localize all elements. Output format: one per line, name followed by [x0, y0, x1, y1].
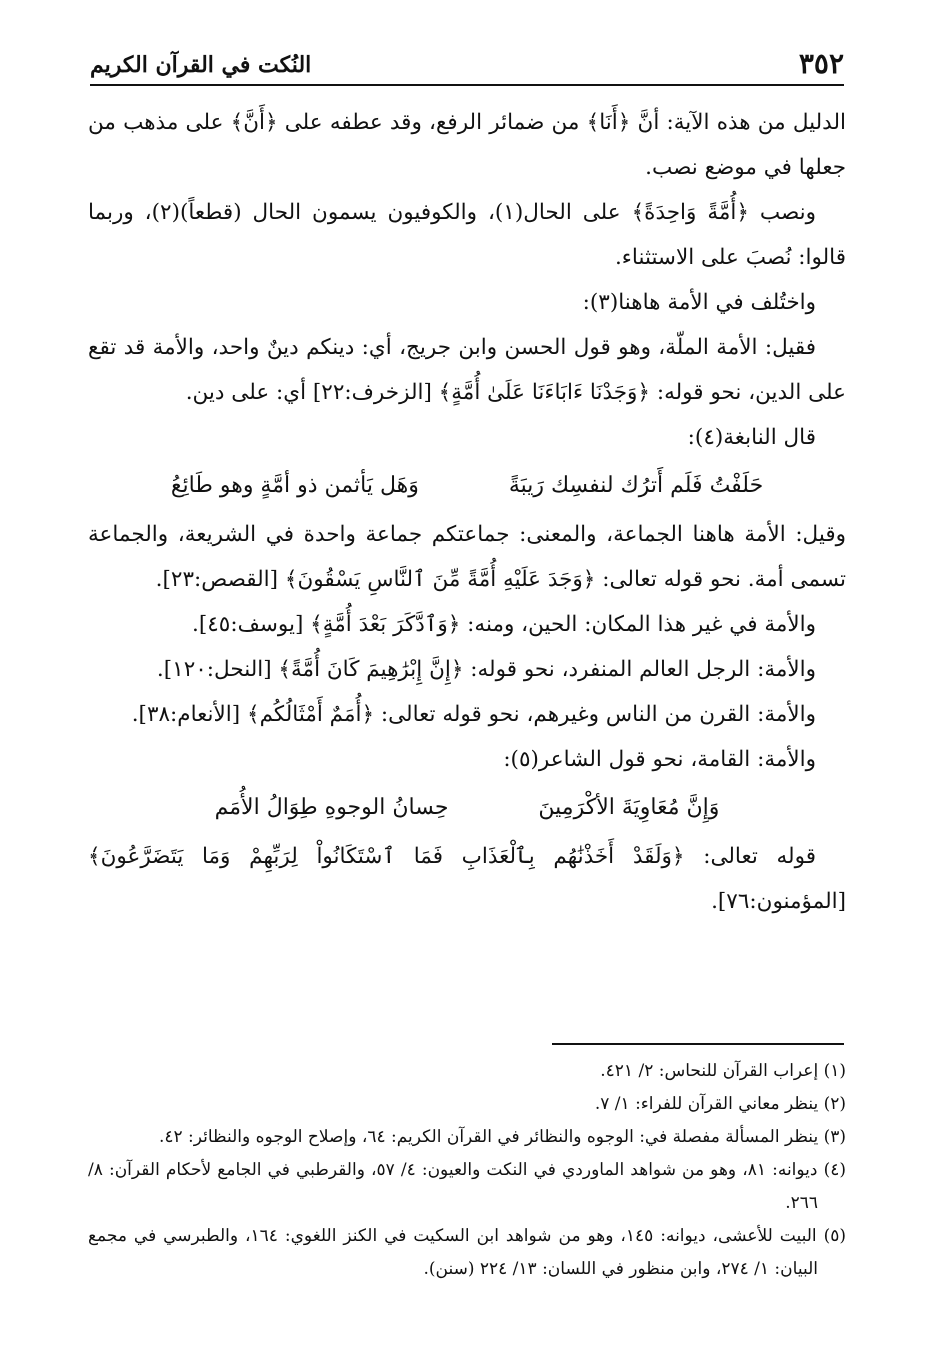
- page-header: [90, 40, 844, 86]
- footnote: (٤) ديوانه: ٨١، وهو من شواهد الماوردي في النكت والعيون: ٤/ ٥٧، والقرطبي في الجامع لأحكام القرآن: ٨/ ٢٦٦.: [88, 1160, 846, 1213]
- paragraph: والأمة في غير هذا المكان: الحين، ومنه: ﴿وَٱدَّكَرَ بَعْدَ أُمَّةٍ﴾ [يوسف:٤٥].: [192, 612, 816, 637]
- paragraph: قوله تعالى: ﴿وَلَقَدْ أَخَذْنَٰهُم بِٱلْعَذَابِ فَمَا ٱسْتَكَانُواْ لِرَبِّهِمْ وَمَا يَتَضَرَّعُونَ﴾ [المؤمنون:٧٦].: [88, 844, 846, 914]
- verse-second-hemistich: حِسانُ الوجوهِ طِوَالُ الأُمَم: [214, 795, 449, 820]
- verse-first-hemistich: وَإِنَّ مُعَاوِيَةَ الأكْرَمِينَ: [538, 795, 720, 820]
- poetry-verse: [88, 460, 846, 512]
- paragraph: وقيل: الأمة هاهنا الجماعة، والمعنى: جماعتكم جماعة واحدة في الشريعة، والجماعة تسمى أمة. نحو قوله تعالى: ﴿وَجَدَ عَلَيْهِ أُمَّةً مِّنَ ٱلنَّاسِ يَسْقُونَ﴾ [القصص:٢٣].: [88, 522, 846, 592]
- running-title: النُكت في القرآن الكريم: [90, 52, 312, 78]
- paragraph: والأمة: الرجل العالم المنفرد، نحو قوله: ﴿إِنَّ إِبْرَٰهِيمَ كَانَ أُمَّةً﴾ [النحل:١٢٠].: [156, 657, 816, 682]
- page-number: ٣٥٢: [798, 47, 844, 80]
- paragraph: والأمة: القرن من الناس وغيرهم، نحو قوله تعالى: ﴿أُمَمٌ أَمْثَالُكُم﴾ [الأنعام:٣٨].: [131, 702, 816, 727]
- verse-second-hemistich: وَهَل يَأثمن ذو أمَّةٍ وهو طَائِعُ: [170, 473, 419, 498]
- footnote: (٥) البيت للأعشى، ديوانه: ١٤٥، وهو من شواهد ابن السكيت في الكنز اللغوي: ١٦٤، والطبرسي في مجمع البيان: ١/ ٢٧٤، وابن منظور في اللسان: ١٣/ ٢٢٤ (سنن).: [88, 1226, 846, 1279]
- paragraph: الدليل من هذه الآية: أنَّ ﴿أَنَا﴾ من ضمائر الرفع، وقد عطفه على ﴿أَنَّ﴾ على مذهب من جعلها في موضع نصب.: [88, 110, 846, 180]
- paragraph: ونصب ﴿أُمَّةً وَاحِدَةً﴾ على الحال(١)، والكوفيون يسمون الحال (قطعاً)(٢)، وربما قالوا: نُصبَ على الاستثناء.: [88, 200, 846, 270]
- paragraph: قال النابغة(٤):: [687, 425, 816, 450]
- footnote: (١) إعراب القرآن للنحاس: ٢/ ٤٢١.: [600, 1061, 846, 1081]
- main-text: [88, 100, 846, 924]
- footnote: (٣) ينظر المسألة مفصلة في: الوجوه والنظائر في القرآن الكريم: ٦٤، وإصلاح الوجوه والنظائر: ٤٢.: [158, 1127, 846, 1147]
- verse-first-hemistich: حَلَفْتُ فَلَم أَترُك لنفسِك رَيبَةً: [508, 473, 764, 498]
- paragraph: واختُلف في الأمة هاهنا(٣):: [582, 290, 816, 315]
- poetry-verse: [88, 782, 846, 834]
- footnotes: [88, 1055, 846, 1286]
- paragraph: والأمة: القامة، نحو قول الشاعر(٥):: [503, 747, 816, 772]
- paragraph: فقيل: الأمة الملّة، وهو قول الحسن وابن جريج، أي: دينكم دينٌ واحد، والأمة قد تقع على الدين، نحو قوله: ﴿وَجَدْنَا ءَابَاءَنَا عَلَىٰ أُمَّةٍ﴾ [الزخرف:٢٢] أي: على دين.: [88, 335, 846, 405]
- footnote: (٢) ينظر معاني القرآن للفراء: ١/ ٧.: [594, 1094, 846, 1114]
- footnote-separator: [552, 1043, 844, 1045]
